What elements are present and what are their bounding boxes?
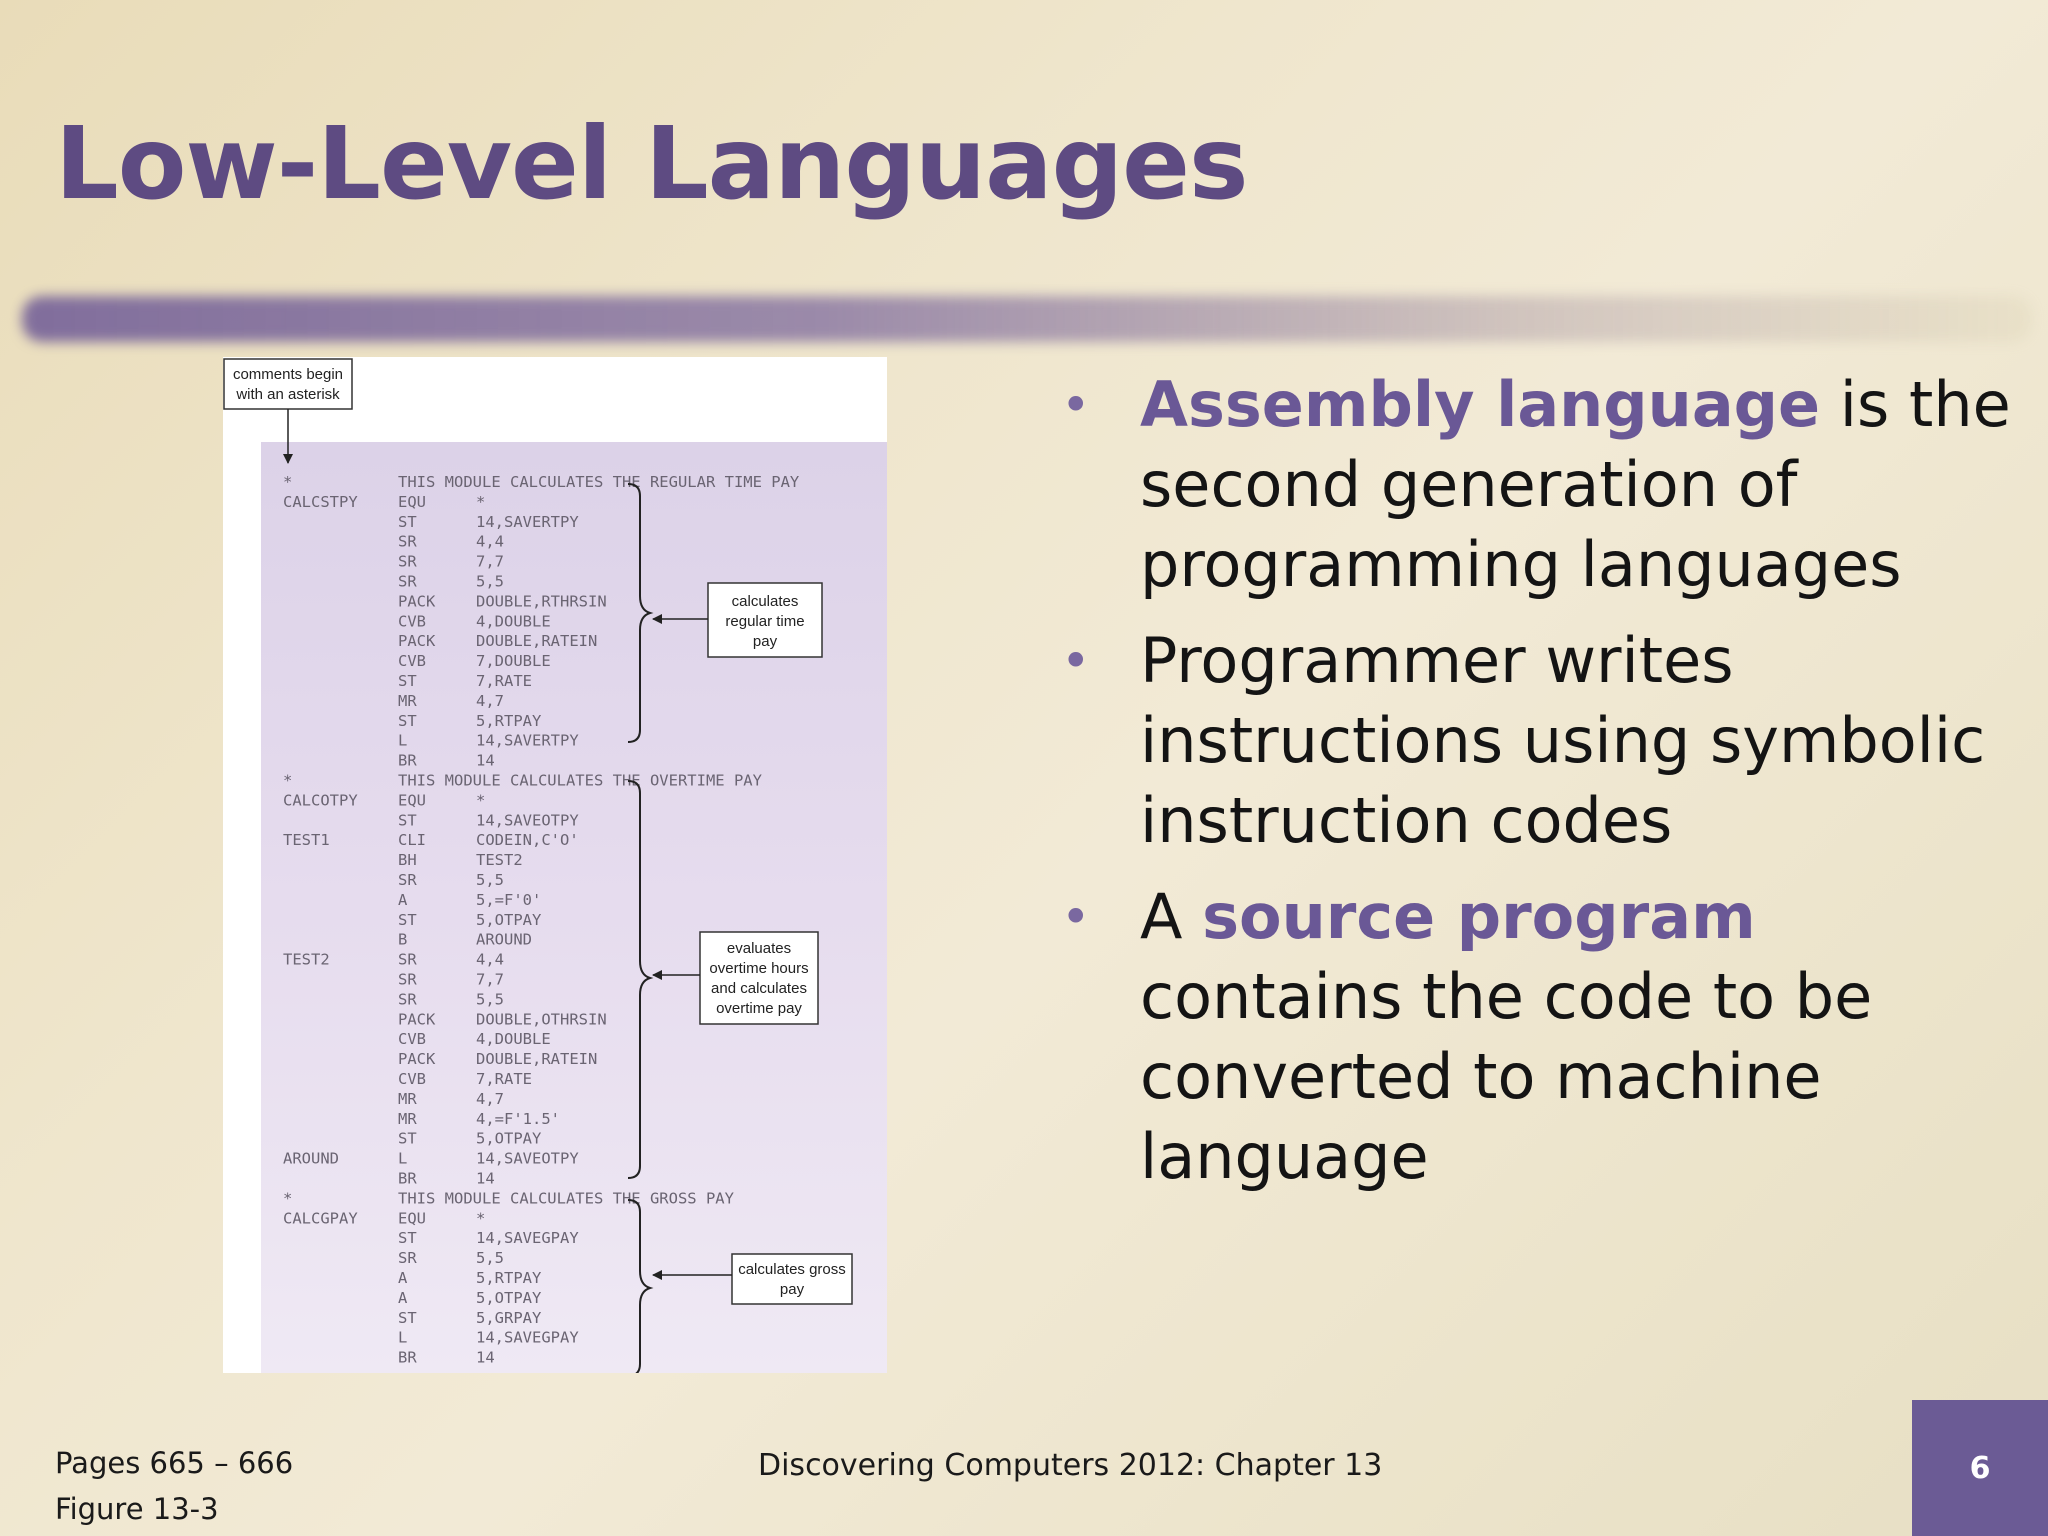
term-source-program: source program: [1202, 880, 1756, 953]
bullet-list: [1055, 365, 2015, 1213]
gross-pay-brace: [628, 1200, 650, 1373]
code-opcode: CVB: [398, 1070, 426, 1088]
code-operand: 5,GRPAY: [476, 1308, 542, 1327]
overtime-callout-line-4: overtime pay: [716, 1000, 802, 1017]
code-opcode: MR: [398, 1089, 417, 1108]
bullet-text: Programmer writes instructions using symbolic instruction codes: [1140, 624, 1986, 857]
code-opcode: CLI: [398, 831, 426, 850]
code-operand: 7,DOUBLE: [476, 652, 551, 671]
code-opcode: ST: [398, 1129, 417, 1148]
code-opcode: ST: [398, 1229, 417, 1248]
code-label: CALCSTPY: [283, 492, 358, 511]
code-opcode: SR: [398, 532, 417, 551]
code-opcode: ST: [398, 910, 417, 929]
code-opcode: SR: [398, 970, 417, 989]
code-operand: 7,RATE: [476, 672, 532, 690]
code-operand: AROUND: [476, 930, 532, 949]
footer-chapter: Discovering Computers 2012: Chapter 13: [758, 1448, 1383, 1483]
bullet-text: contains the code to be converted to machine language: [1140, 960, 1873, 1193]
code-opcode: ST: [398, 711, 417, 730]
code-operand: DOUBLE,OTHRSIN: [476, 1010, 607, 1029]
code-opcode: PACK: [398, 1050, 436, 1069]
code-operand: 14,SAVEOTPY: [476, 1149, 579, 1168]
code-operand: DOUBLE,RTHRSIN: [476, 592, 607, 611]
code-opcode: A: [398, 1288, 408, 1307]
code-label: *: [283, 771, 293, 790]
title-underline-bar: [22, 296, 2032, 342]
code-opcode: PACK: [398, 632, 436, 651]
code-operand: *: [476, 791, 486, 810]
code-opcode: EQU: [398, 1209, 426, 1228]
code-opcode: BR: [398, 1348, 417, 1367]
code-opcode: SR: [398, 572, 417, 591]
code-opcode: L: [398, 731, 408, 750]
code-operand: 5,OTPAY: [476, 910, 542, 929]
code-operand: 14,SAVEGPAY: [476, 1328, 579, 1347]
code-operand: 4,DOUBLE: [476, 1030, 551, 1049]
code-label: *: [283, 1189, 293, 1208]
regular-callout-line-3: pay: [752, 633, 778, 650]
code-opcode: BR: [398, 1169, 417, 1188]
code-operand: 4,DOUBLE: [476, 612, 551, 631]
bullet-item: [1055, 877, 2015, 1197]
code-operand: 5,5: [476, 871, 504, 889]
code-listing-svg: [223, 357, 887, 1373]
code-label: CALCOTPY: [283, 791, 358, 810]
code-label: *: [283, 473, 293, 491]
regular-pay-brace: [628, 484, 650, 742]
code-label: AROUND: [283, 1149, 339, 1168]
code-operand: CODEIN,C'O': [476, 831, 579, 850]
overtime-pay-brace: [628, 781, 650, 1178]
code-opcode: L: [398, 1328, 408, 1347]
code-opcode: THIS MODULE CALCULATES THE REGULAR TIME PAY: [398, 473, 800, 491]
comments-callout-line-2: with an asterisk: [236, 386, 340, 403]
comments-callout-line-1: comments begin: [232, 366, 344, 383]
code-operand: 14,SAVERTPY: [476, 512, 579, 531]
code-operand: 4,4: [476, 950, 504, 969]
code-opcode: SR: [398, 552, 417, 571]
code-operand: *: [476, 492, 486, 511]
code-operand: 5,OTPAY: [476, 1288, 542, 1307]
code-opcode: EQU: [398, 492, 426, 511]
code-opcode: CVB: [398, 1030, 426, 1049]
slide-title: Low-Level Languages: [55, 105, 1248, 222]
overtime-callout-line-3: and calculates: [711, 980, 807, 997]
code-operand: 7,7: [476, 552, 504, 571]
code-operand: 4,4: [476, 532, 504, 551]
code-opcode: SR: [398, 950, 417, 969]
bullet-dot-icon: •: [1061, 376, 1091, 434]
bullet-text: is the second generation of programming languages: [1140, 368, 2011, 601]
code-label: CALCGPAY: [283, 1209, 358, 1228]
code-operand: 14: [476, 1348, 495, 1367]
code-operand: 7,7: [476, 970, 504, 989]
code-operand: 4,7: [476, 1089, 504, 1108]
code-opcode: B: [398, 930, 408, 949]
code-opcode: BH: [398, 851, 417, 870]
footer-reference: [55, 1440, 293, 1532]
code-opcode: CVB: [398, 652, 426, 671]
code-opcode: MR: [398, 1109, 417, 1128]
code-operand: 14: [476, 1169, 495, 1188]
code-opcode: SR: [398, 871, 417, 889]
code-operand: 5,5: [476, 1249, 504, 1268]
code-label: TEST2: [283, 950, 330, 969]
code-opcode: MR: [398, 691, 417, 710]
code-opcode: CVB: [398, 612, 426, 631]
code-operand: *: [476, 1209, 486, 1228]
code-operand: 5,RTPAY: [476, 711, 542, 730]
code-operand: 14,SAVEGPAY: [476, 1229, 579, 1248]
code-opcode: PACK: [398, 1010, 436, 1029]
gross-callout-line-1: calculates gross: [738, 1261, 846, 1278]
code-opcode: THIS MODULE CALCULATES THE OVERTIME PAY: [398, 771, 762, 790]
code-operand: 14: [476, 751, 495, 770]
code-operand: 7,RATE: [476, 1070, 532, 1088]
page-number: 6: [1912, 1400, 2048, 1536]
code-operand: 14,SAVERTPY: [476, 731, 579, 750]
code-opcode: EQU: [398, 791, 426, 810]
code-operand: 14,SAVEOTPY: [476, 811, 579, 830]
code-operand: 5,OTPAY: [476, 1129, 542, 1148]
bullet-item: [1055, 621, 2015, 861]
code-opcode: THIS MODULE CALCULATES THE GROSS PAY: [398, 1189, 734, 1208]
regular-callout-line-2: regular time: [725, 613, 805, 630]
code-opcode: PACK: [398, 592, 436, 611]
bullet-dot-icon: •: [1061, 888, 1091, 946]
overtime-callout-line-2: overtime hours: [709, 960, 809, 977]
regular-callout-line-1: calculates: [731, 593, 799, 610]
code-operand: 4,=F'1.5': [476, 1109, 560, 1128]
code-label: TEST1: [283, 831, 330, 850]
code-operand: 5,5: [476, 990, 504, 1009]
code-opcode: ST: [398, 672, 417, 690]
code-opcode: ST: [398, 512, 417, 531]
bullet-item: [1055, 365, 2015, 605]
code-operand: DOUBLE,RATEIN: [476, 1050, 598, 1069]
code-opcode: A: [398, 890, 408, 909]
code-operand: 5,=F'0': [476, 890, 542, 909]
bullet-prefix: A: [1140, 880, 1203, 953]
footer-pages: Pages 665 – 666: [55, 1446, 294, 1480]
code-operand: TEST2: [476, 851, 523, 870]
code-opcode: SR: [398, 990, 417, 1009]
code-opcode: SR: [398, 1249, 417, 1268]
code-operand: DOUBLE,RATEIN: [476, 632, 598, 651]
gross-callout-line-2: pay: [779, 1281, 805, 1298]
bullet-dot-icon: •: [1061, 632, 1091, 690]
overtime-callout-line-1: evaluates: [726, 940, 792, 957]
code-opcode: BR: [398, 751, 417, 770]
code-operand: 5,5: [476, 572, 504, 591]
code-operand: 4,7: [476, 691, 504, 710]
code-operand: 5,RTPAY: [476, 1269, 542, 1287]
code-opcode: A: [398, 1269, 408, 1287]
code-opcode: ST: [398, 1308, 417, 1327]
assembly-code-figure: [223, 357, 887, 1373]
term-assembly-language: Assembly language: [1140, 368, 1821, 441]
code-opcode: L: [398, 1149, 408, 1168]
footer-figure: Figure 13-3: [55, 1492, 219, 1526]
code-opcode: ST: [398, 811, 417, 830]
